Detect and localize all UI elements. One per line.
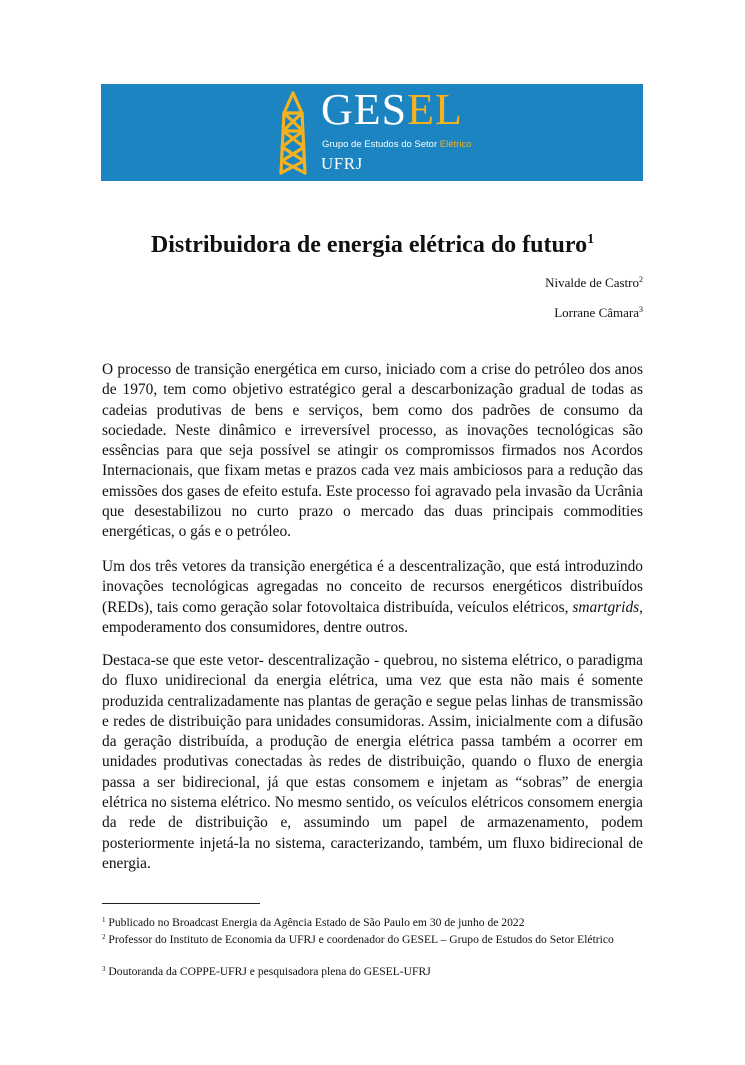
author-name: Lorrane Câmara bbox=[554, 305, 639, 320]
brand-subtitle-part1: Grupo de Estudos do Setor bbox=[322, 139, 440, 150]
footnote-mark: 1 bbox=[102, 916, 106, 924]
paragraph-2 bbox=[102, 557, 643, 638]
footnote-2 bbox=[102, 930, 643, 948]
author-footnote-mark[interactable]: 2 bbox=[639, 275, 643, 284]
footnote-1 bbox=[102, 913, 643, 931]
paragraph-2-italic-term: smartgrids bbox=[572, 598, 640, 616]
footnote-3 bbox=[102, 962, 643, 980]
footnote-text: Professor do Instituto de Economia da UFRJ e coordenador do GESEL – Grupo de Estudos do Setor Elétrico bbox=[105, 933, 614, 946]
header-banner bbox=[101, 84, 643, 181]
footnote-mark: 2 bbox=[102, 933, 106, 941]
paragraph-2-text-end: , empoderamento dos consumidores, dentre outros. bbox=[102, 598, 643, 636]
author-name: Nivalde de Castro bbox=[545, 275, 639, 290]
footnote-text: Publicado no Broadcast Energia da Agência Estado de São Paulo em 30 de junho de 2022 bbox=[105, 916, 525, 929]
brand-logo-part1: GES bbox=[321, 85, 408, 134]
page-title bbox=[0, 232, 745, 259]
paragraph-3: Destaca-se que este vetor- descentralização - quebrou, no sistema elétrico, o paradigma do fluxo unidirecional da energia elétrica, uma vez que esta não mais é somente produzida centralizadamente nas plantas de geração e segue pelas linhas de transmissão e redes de distribuição para unidades consumidoras. Assim, inicialmente com a difusão da geração distribuída, a produção de energia elétrica passa também a ocorrer em unidades produtivas conectadas às redes de distribuição, quando o fluxo de energia passa a ser bidirecional, já que estas consomem e injetam as “sobras” de energia elétrica no sistema elétrico. No mesmo sentido, os veículos elétricos consomem energia da rede de distribuição e, assumindo um papel de armazenamento, podem posteriormente injetá-la no sistema, caracterizando, também, um fluxo bidirecional de energia. bbox=[102, 652, 643, 872]
footnote-mark: 3 bbox=[102, 965, 106, 973]
title-footnote-mark[interactable]: 1 bbox=[587, 232, 595, 247]
footnote-separator bbox=[102, 903, 260, 904]
paragraph-1: O processo de transição energética em curso, iniciado com a crise do petróleo dos anos de 1970, tem como objetivo estratégico geral a descarbonização gradual de todas as cadeias produtivas de bens e serviços, bem como dos padrões de consumo da sociedade. Neste dinâmico e irreversível processo, as inovações tecnológicas são essências para que seja possível se atingir os compromissos firmados nos Acordos Internacionais, que fixam metas e prazos cada vez mais ambiciosos para a redução das emissões dos gases de efeito estufa. Este processo foi agravado pela invasão da Ucrânia que desestabilizou no curto prazo o mercado das duas principais commodities energéticas, o gás e o petróleo. bbox=[102, 361, 643, 541]
author-footnote-mark[interactable]: 3 bbox=[639, 305, 643, 314]
transmission-tower-icon bbox=[273, 91, 313, 175]
author-line-1 bbox=[545, 275, 643, 291]
brand-subtitle-part2: Elétrico bbox=[439, 139, 472, 150]
footnote-text: Doutoranda da COPPE-UFRJ e pesquisadora plena do GESEL-UFRJ bbox=[105, 965, 431, 978]
paragraph-2-text: Um dos três vetores da transição energética é a descentralização, que está introduzindo inovações tecnológicas agregadas no conceito de recursos energéticos distribuídos (REDs), tais como geração solar fotovoltaica distribuída, veículos elétricos, bbox=[102, 558, 643, 616]
brand-logo-subtitle bbox=[322, 139, 471, 150]
brand-logo-wordmark bbox=[321, 85, 463, 135]
university-label: UFRJ bbox=[321, 154, 363, 173]
author-line-2 bbox=[554, 305, 643, 321]
title-text: Distribuidora de energia elétrica do futuro bbox=[150, 232, 588, 258]
brand-logo-part2: EL bbox=[407, 85, 463, 134]
